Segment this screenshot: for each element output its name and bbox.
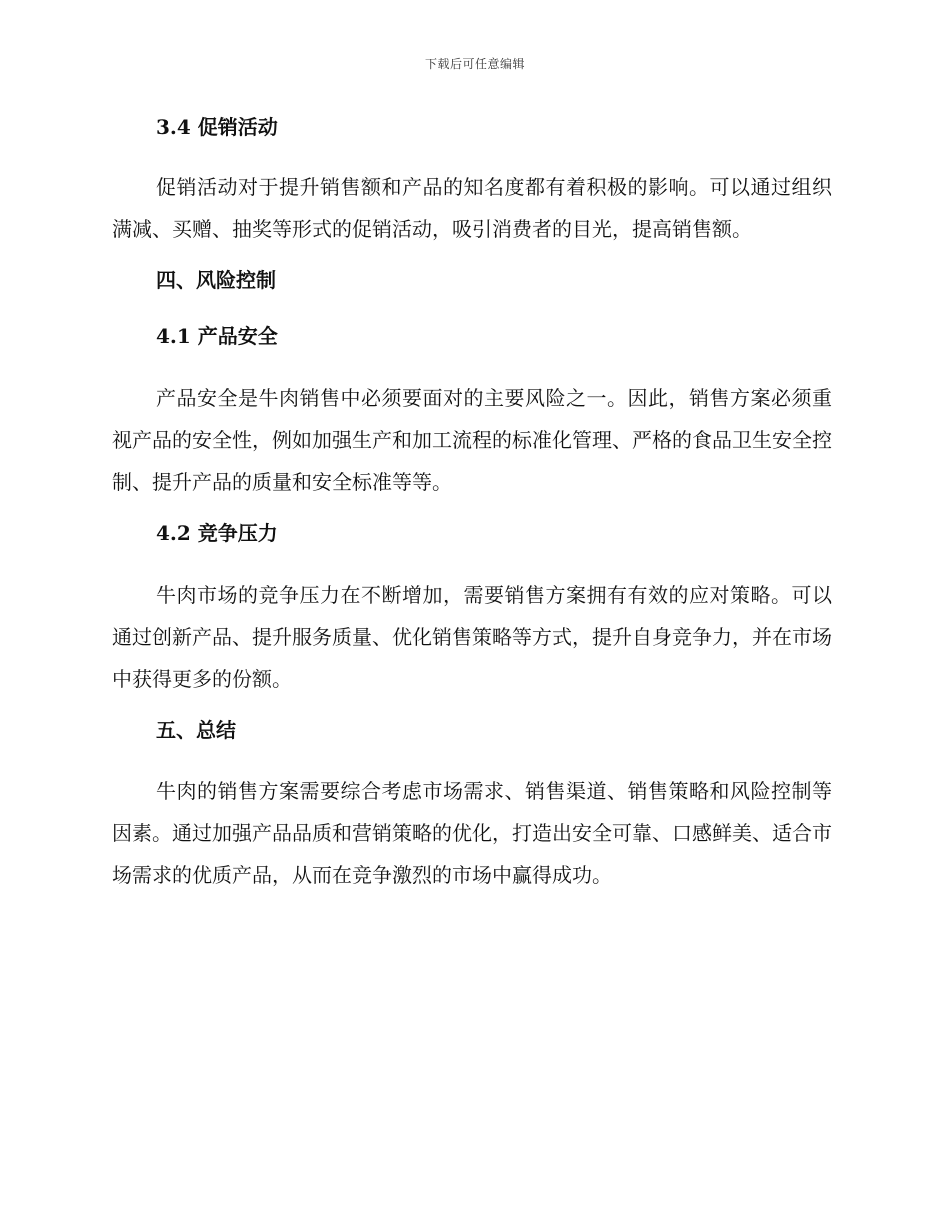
section-paragraph-4-2: 牛肉市场的竞争压力在不断增加，需要销售方案拥有有效的应对策略。可以通过创新产品、提升服务质量、优化销售策略等方式，提升自身竞争力，并在市场中获得更多的份额。: [112, 583, 832, 691]
section-heading-3-4: 3.4 促销活动: [156, 115, 278, 139]
document-body: [112, 112, 832, 896]
section-heading-4-1: 4.1 产品安全: [156, 324, 278, 348]
page-header-note: 下载后可任意编辑: [424, 57, 525, 71]
section-heading-5: 五、总结: [156, 718, 236, 742]
section-heading-4: 四、风险控制: [156, 268, 276, 292]
section-paragraph-4-1: 产品安全是牛肉销售中必须要面对的主要风险之一。因此，销售方案必须重视产品的安全性，例如加强生产和加工流程的标准化管理、严格的食品卫生安全控制、提升产品的质量和安全标准等等。: [112, 386, 832, 494]
section-paragraph-5: 牛肉的销售方案需要综合考虑市场需求、销售渠道、销售策略和风险控制等因素。通过加强产品品质和营销策略的优化，打造出安全可靠、口感鲜美、适合市场需求的优质产品，从而在竞争激烈的市场中赢得成功。: [112, 779, 832, 887]
section-heading-4-2: 4.2 竞争压力: [156, 521, 278, 545]
section-paragraph-3-4: 促销活动对于提升销售额和产品的知名度都有着积极的影响。可以通过组织满减、买赠、抽奖等形式的促销活动，吸引消费者的目光，提高销售额。: [112, 175, 832, 241]
